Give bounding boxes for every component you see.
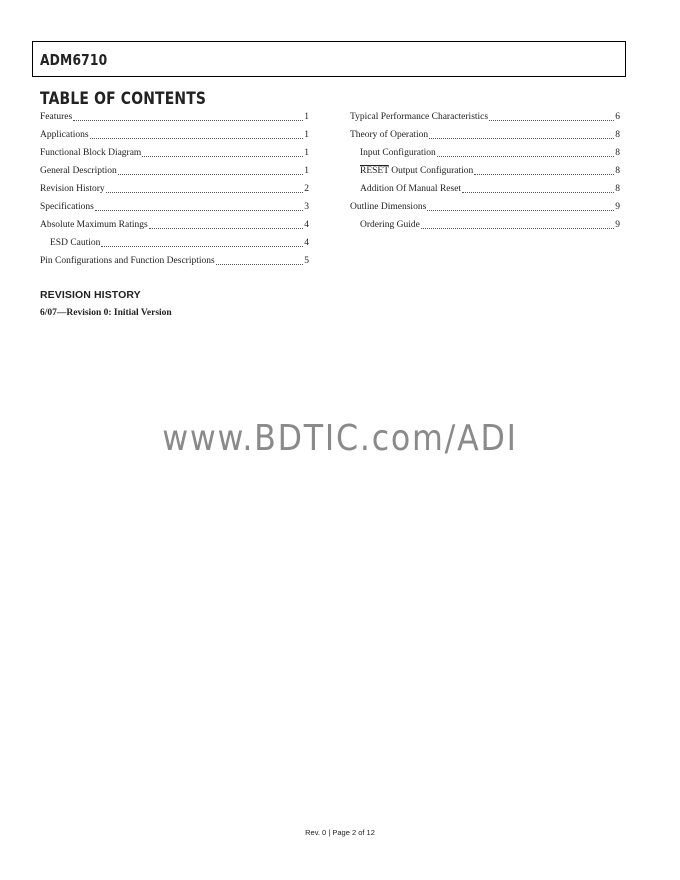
toc-entry-esd-caution[interactable] — [40, 234, 309, 252]
toc-entry-page: 8 — [615, 184, 620, 194]
toc-entry-theory-of-operation[interactable] — [350, 126, 620, 144]
toc-entry-label: Pin Configurations and Function Descriptions — [40, 256, 215, 266]
toc-entry-reset-output-configuration[interactable] — [350, 162, 620, 180]
toc-entry-label: Theory of Operation — [350, 130, 429, 140]
toc-entry-label: Typical Performance Characteristics — [350, 112, 489, 122]
toc-entry-page: 9 — [615, 202, 620, 212]
toc-entry-page: 1 — [304, 112, 309, 122]
toc-entry-label: Functional Block Diagram — [40, 148, 142, 158]
toc-entry-label: General Description — [40, 166, 117, 176]
toc-entry-page: 3 — [304, 202, 309, 212]
toc-entry-addition-of-manual-reset[interactable] — [350, 180, 620, 198]
toc-entry-page: 8 — [615, 148, 620, 158]
toc-entry-page: 8 — [615, 166, 620, 176]
toc-entry-features[interactable] — [40, 108, 309, 126]
toc-entry-outline-dimensions[interactable] — [350, 198, 620, 216]
page-footer: Rev. 0 | Page 2 of 12 — [305, 828, 375, 837]
toc-entry-page: 4 — [304, 220, 309, 230]
toc-entry-typical-performance[interactable] — [350, 108, 620, 126]
toc-entry-absolute-maximum-ratings[interactable] — [40, 216, 309, 234]
toc-entry-pin-configurations[interactable] — [40, 252, 309, 270]
toc-entry-page: 1 — [304, 148, 309, 158]
toc-left-column — [40, 108, 309, 270]
toc-entry-label: Ordering Guide — [360, 220, 420, 230]
toc-entry-label: Features — [40, 112, 73, 122]
watermark: www.BDTIC.com/ADI — [162, 418, 518, 459]
toc-entry-general-description[interactable] — [40, 162, 309, 180]
toc-entry-page: 4 — [304, 238, 309, 248]
toc-entry-label: Absolute Maximum Ratings — [40, 220, 148, 230]
toc-entry-page: 6 — [615, 112, 620, 122]
toc-entry-page: 1 — [304, 166, 309, 176]
toc-entry-applications[interactable] — [40, 126, 309, 144]
toc-entry-label: ESD Caution — [50, 238, 101, 248]
toc-title: TABLE OF CONTENTS — [40, 89, 207, 109]
toc-entry-label: Addition Of Manual Reset — [360, 184, 462, 194]
toc-entry-label: Output Configuration — [388, 166, 474, 176]
toc-entry-label: Revision History — [40, 184, 105, 194]
toc-entry-revision-history[interactable] — [40, 180, 309, 198]
part-number: ADM6710 — [40, 51, 108, 69]
toc-entry-input-configuration[interactable] — [350, 144, 620, 162]
toc-entry-ordering-guide[interactable] — [350, 216, 620, 234]
revision-history-entry: 6/07—Revision 0: Initial Version — [40, 308, 172, 318]
header-box — [32, 41, 626, 77]
toc-entry-specifications[interactable] — [40, 198, 309, 216]
toc-entry-label: Applications — [40, 130, 89, 140]
toc-right-column — [350, 108, 620, 234]
toc-entry-page: 9 — [615, 220, 620, 230]
toc-entry-page: 2 — [304, 184, 309, 194]
toc-entry-page: 1 — [304, 130, 309, 140]
toc-entry-page: 8 — [615, 130, 620, 140]
toc-entry-label: Input Configuration — [360, 148, 436, 158]
toc-entry-functional-block-diagram[interactable] — [40, 144, 309, 162]
revision-history-heading: REVISION HISTORY — [40, 289, 141, 301]
toc-entry-label: Outline Dimensions — [350, 202, 427, 212]
toc-entry-label: Specifications — [40, 202, 94, 212]
toc-entry-page: 5 — [304, 256, 309, 266]
reset-signal-name: RESET — [360, 166, 389, 176]
